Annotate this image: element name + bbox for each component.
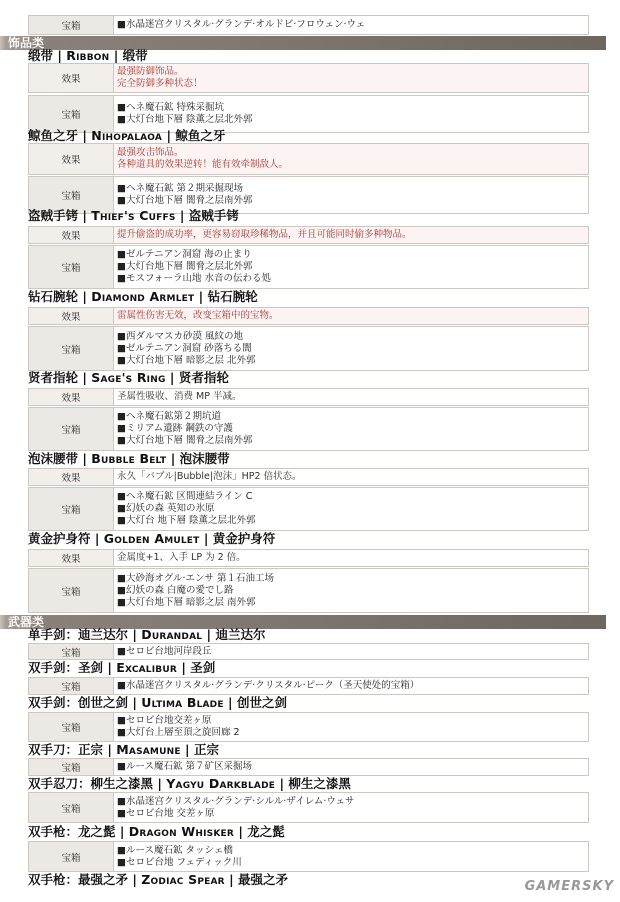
item-title bbox=[28, 872, 288, 887]
row-line: 各种道具的效果逆转！能有效牵制敌人。 bbox=[117, 159, 289, 170]
title-zh: 双手剑：圣剑 | bbox=[28, 660, 117, 675]
row-line: ■幻妖の森 英知の氷原 bbox=[117, 503, 215, 514]
title-zh: 钻石腕轮 | bbox=[28, 289, 92, 304]
item-title bbox=[28, 627, 265, 642]
section-accessories: 饰品类 bbox=[0, 36, 606, 50]
row-line: ■ヘネ魔石鉱 第２期采掘现场 bbox=[117, 183, 243, 194]
item-title bbox=[28, 370, 229, 385]
row-line: 最强防御饰品。 bbox=[117, 66, 184, 77]
chest-row bbox=[28, 245, 589, 289]
title-en: Ultima Blade bbox=[141, 695, 224, 710]
row-line: ■大灯台地下層 陰薫之层北外郭 bbox=[117, 114, 253, 125]
row-value bbox=[114, 488, 588, 530]
row-line: 完全防御多种状态！ bbox=[117, 78, 203, 89]
row-label: 效果 bbox=[29, 64, 114, 92]
title-zh2: | 钻石腕轮 bbox=[194, 289, 258, 304]
row-label: 宝箱 bbox=[29, 177, 114, 213]
row-line: 提升偷盗的成功率，更容易窃取珍稀物品，并且可能同时偷多种物品。 bbox=[117, 229, 412, 240]
row-value bbox=[114, 569, 588, 612]
title-zh: 单手剑：迪兰达尔 | bbox=[28, 627, 142, 642]
row-label: 效果 bbox=[29, 227, 114, 243]
title-zh2: | 最强之矛 bbox=[224, 872, 289, 887]
effect-row bbox=[28, 549, 589, 567]
row-value bbox=[114, 713, 588, 741]
row-line: ■水晶迷宫クリスタル·グランデ·クリスタル·ピーク（圣天使处的宝箱） bbox=[117, 680, 420, 691]
title-en: Masamune bbox=[116, 742, 181, 757]
row-line: ■大灯台上層至頂之旋回廊 2 bbox=[117, 727, 240, 738]
row-line: ■ミリアム遺跡 鋼鉄の守護 bbox=[117, 423, 233, 434]
chest-row bbox=[28, 712, 589, 742]
row-line: ■大砂海オグル·エンサ 第１石油工场 bbox=[117, 572, 275, 584]
row-line: ■水晶迷宫クリスタル·グランデ·オルドビ·フロウェン·ウェ bbox=[117, 19, 366, 30]
row-line: ■水晶迷宫クリスタル·グランデ·シルル·ザイレム·ウェサ bbox=[117, 795, 355, 807]
title-en: Diamond Armlet bbox=[91, 289, 195, 304]
row-value bbox=[114, 678, 588, 694]
title-en: Ribbon bbox=[66, 48, 110, 63]
row-label: 宝箱 bbox=[29, 678, 114, 694]
item-title bbox=[28, 776, 351, 791]
row-label: 效果 bbox=[29, 144, 114, 174]
row-line: ■セロビ台地河岸段丘 bbox=[117, 645, 212, 657]
item-title bbox=[28, 531, 275, 546]
effect-row bbox=[28, 143, 589, 175]
row-label: 宝箱 bbox=[29, 759, 114, 775]
item-title bbox=[28, 660, 215, 675]
row-line: ■セロビ台地交差ヶ原 bbox=[117, 715, 212, 726]
item-title bbox=[28, 48, 148, 63]
row-value bbox=[114, 550, 588, 566]
title-en: Excalibur bbox=[116, 660, 177, 675]
title-en: Thief's Cuffs bbox=[91, 208, 176, 223]
row-label: 效果 bbox=[29, 550, 114, 566]
chest-row bbox=[28, 568, 589, 613]
row-line: 最强攻击饰品。 bbox=[117, 147, 184, 158]
top-chest-row bbox=[28, 15, 589, 35]
title-zh2: | 创世之剑 bbox=[223, 695, 287, 710]
row-line: ■幻妖の森 白魔の愛でし路 bbox=[117, 584, 234, 596]
row-label: 效果 bbox=[29, 308, 114, 324]
row-label: 宝箱 bbox=[29, 569, 114, 612]
row-label: 宝箱 bbox=[29, 16, 114, 34]
title-en: Bubble Belt bbox=[91, 451, 167, 466]
row-value bbox=[114, 389, 588, 405]
title-zh2: | 鲸鱼之牙 bbox=[162, 128, 226, 143]
title-zh: 鲸鱼之牙 | bbox=[28, 128, 92, 143]
watermark: GAMERSKY bbox=[524, 879, 614, 894]
title-en: Durandal bbox=[141, 627, 203, 642]
item-title bbox=[28, 208, 239, 223]
section-weapons: 武器类 bbox=[0, 615, 606, 629]
title-zh2: | 柳生之漆黑 bbox=[275, 776, 351, 791]
row-line: ■モスフォーラ山地 水音の伝わる処 bbox=[117, 273, 272, 284]
row-label: 宝箱 bbox=[29, 793, 114, 822]
row-line: ■西ダルマスカ砂漠 風紋の地 bbox=[117, 330, 243, 342]
chest-row bbox=[28, 643, 589, 660]
row-line: ■ルース魔石鉱 第７矿区采掘场 bbox=[117, 761, 253, 772]
row-label: 宝箱 bbox=[29, 327, 114, 370]
item-title bbox=[28, 451, 230, 466]
title-en: Nihopalaoa bbox=[91, 128, 163, 143]
item-title bbox=[28, 289, 258, 304]
row-line: ■ヘネ魔石鉱 特殊采掘坑 bbox=[117, 102, 224, 113]
chest-row bbox=[28, 758, 589, 776]
row-label: 效果 bbox=[29, 389, 114, 405]
item-title bbox=[28, 695, 287, 710]
row-value bbox=[114, 144, 588, 174]
title-zh: 双手剑：创世之剑 | bbox=[28, 695, 142, 710]
row-value bbox=[114, 96, 588, 132]
effect-row bbox=[28, 468, 589, 486]
chest-row bbox=[28, 326, 589, 371]
title-zh2: | 迪兰达尔 bbox=[202, 627, 266, 642]
title-zh: 贤者指轮 | bbox=[28, 370, 92, 385]
title-zh2: | 龙之髭 bbox=[233, 824, 285, 839]
chest-row bbox=[28, 677, 589, 695]
title-zh: 泡沫腰带 | bbox=[28, 451, 92, 466]
row-label: 宝箱 bbox=[29, 842, 114, 871]
effect-row bbox=[28, 388, 589, 406]
row-line: 圣属性吸收、消费 MP 半减。 bbox=[117, 391, 242, 402]
chest-row bbox=[28, 841, 589, 872]
chest-row bbox=[28, 792, 589, 823]
title-zh: 双手枪：最强之矛 | bbox=[28, 872, 142, 887]
row-value bbox=[114, 469, 588, 485]
row-line: ■大灯台地下層 闇脅之层南外郭 bbox=[117, 435, 253, 446]
chest-row bbox=[28, 487, 589, 531]
row-value bbox=[114, 308, 588, 324]
title-zh: 缎带 | bbox=[28, 48, 67, 63]
row-value bbox=[114, 408, 588, 450]
row-value bbox=[114, 246, 588, 288]
effect-row bbox=[28, 307, 589, 325]
title-zh2: | 正宗 bbox=[180, 742, 219, 757]
item-title bbox=[28, 742, 219, 757]
title-en: Dragon Whisker bbox=[128, 824, 234, 839]
effect-row bbox=[28, 63, 589, 93]
row-value bbox=[114, 842, 588, 871]
title-zh: 盗贼手铐 | bbox=[28, 208, 92, 223]
row-line: ■大灯台地下層 闇脅之层北外郭 bbox=[117, 261, 253, 272]
title-zh: 双手忍刀：柳生之漆黑 | bbox=[28, 776, 167, 791]
row-label: 宝箱 bbox=[29, 488, 114, 530]
row-line: ■大灯台地下層 暗影之层 北外郭 bbox=[117, 354, 256, 366]
row-label: 效果 bbox=[29, 469, 114, 485]
row-label: 宝箱 bbox=[29, 246, 114, 288]
row-label: 宝箱 bbox=[29, 96, 114, 132]
title-zh: 双手枪：龙之髭 | bbox=[28, 824, 129, 839]
title-en: Sage's Ring bbox=[91, 370, 166, 385]
title-en: Yagyu Darkblade bbox=[166, 776, 276, 791]
row-value bbox=[114, 793, 588, 822]
chest-row bbox=[28, 407, 589, 451]
row-value bbox=[114, 64, 588, 92]
effect-row bbox=[28, 226, 589, 244]
row-line: ■大灯台地下層 闇脅之层南外郭 bbox=[117, 195, 253, 206]
item-title bbox=[28, 128, 225, 143]
title-zh: 双手刀：正宗 | bbox=[28, 742, 117, 757]
item-title bbox=[28, 824, 285, 839]
row-value bbox=[114, 327, 588, 370]
row-line: ■ゼルテニアン洞窟 海の止まり bbox=[117, 249, 252, 260]
row-line: ■セロビ台地 フェディック川 bbox=[117, 856, 242, 868]
row-line: 金属度+1、入手 LP 为 2 倍。 bbox=[117, 552, 246, 563]
row-line: ■ルース魔石鉱 タッシェ橋 bbox=[117, 844, 233, 856]
row-label: 宝箱 bbox=[29, 713, 114, 741]
row-line: 永久「バブル|Bubble|泡沫」HP2 倍状态。 bbox=[117, 471, 302, 482]
row-line: ■ヘネ魔石鉱第２期坑道 bbox=[117, 411, 221, 422]
row-line: ■ゼルテニアン洞窟 砂落ちる闇 bbox=[117, 342, 252, 354]
title-zh2: | 泡沫腰带 bbox=[166, 451, 230, 466]
row-line: ■セロビ台地 交差ヶ原 bbox=[117, 807, 215, 819]
row-line: ■大灯台 地下層 陰薫之层北外郭 bbox=[117, 515, 256, 526]
title-zh2: | 盗贼手铐 bbox=[175, 208, 239, 223]
title-zh2: | 圣剑 bbox=[177, 660, 216, 675]
title-zh2: | 黄金护身符 bbox=[199, 531, 276, 546]
row-value bbox=[114, 644, 588, 659]
row-value bbox=[114, 16, 588, 34]
title-zh2: | 贤者指轮 bbox=[165, 370, 229, 385]
title-en: Zodiac Spear bbox=[141, 872, 225, 887]
row-line: 雷属性伤害无效，改变宝箱中的宝物。 bbox=[117, 310, 279, 321]
title-zh2: | 缎带 bbox=[109, 48, 148, 63]
row-label: 宝箱 bbox=[29, 408, 114, 450]
row-value bbox=[114, 227, 588, 243]
title-zh: 黄金护身符 | bbox=[28, 531, 104, 546]
row-line: ■ヘネ魔石鉱 区間連結ライン C bbox=[117, 491, 253, 502]
row-label: 宝箱 bbox=[29, 644, 114, 659]
row-line: ■大灯台地下層 暗影之层 南外郭 bbox=[117, 596, 256, 608]
title-en: Golden Amulet bbox=[103, 531, 200, 546]
row-value bbox=[114, 759, 588, 775]
